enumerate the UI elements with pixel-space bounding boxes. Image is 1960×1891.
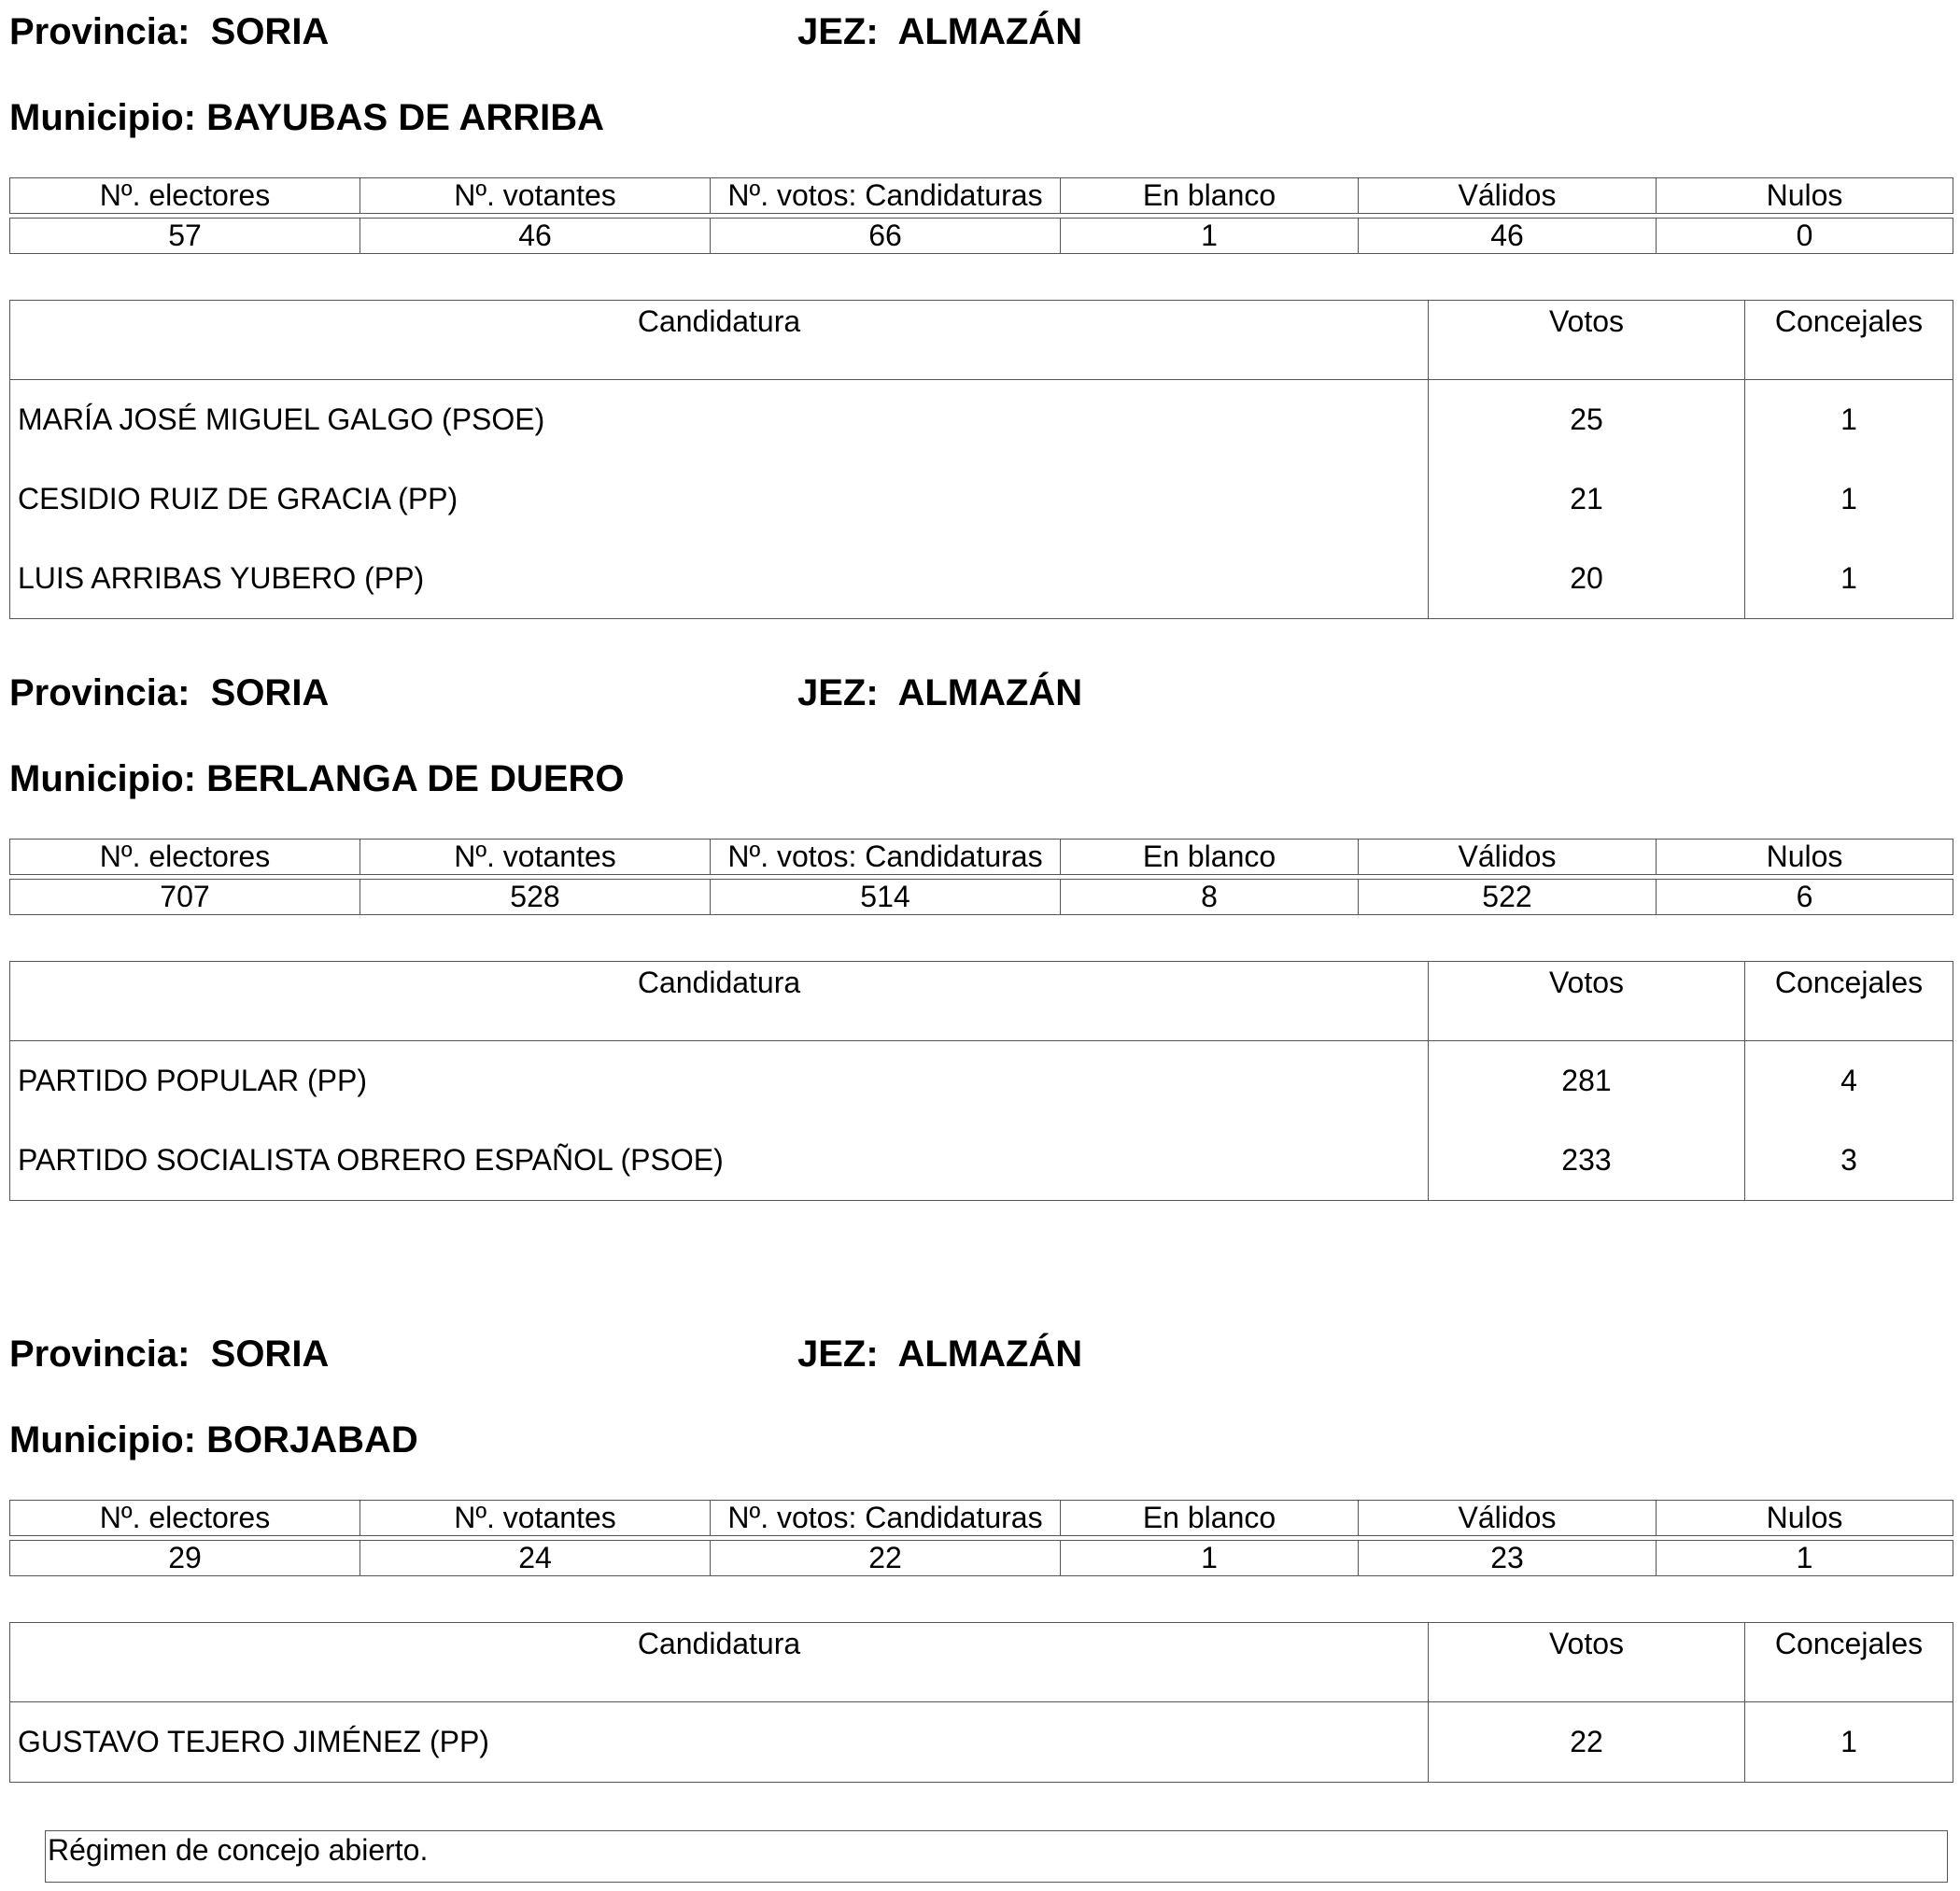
stats-header-table — [9, 839, 1953, 875]
regime-note: Régimen de concejo abierto. — [45, 1830, 1948, 1883]
stats-header: Nº. votos: Candidaturas — [711, 840, 1061, 875]
stats-value: 23 — [1359, 1541, 1657, 1576]
stats-header: Válidos — [1359, 178, 1657, 214]
provincia-value: SORIA — [210, 672, 330, 713]
candidate-votos: 233 — [1429, 1121, 1745, 1201]
candidate-name: CESIDIO RUIZ DE GRACIA (PP) — [10, 459, 1429, 539]
jez-label: JEZ: — [797, 11, 879, 52]
votos-header: Votos — [1429, 962, 1745, 1041]
candidate-name: PARTIDO POPULAR (PP) — [10, 1041, 1429, 1122]
stats-value: 1 — [1061, 1541, 1359, 1576]
candidate-votos: 20 — [1429, 539, 1745, 619]
stats-value: 46 — [360, 219, 711, 254]
stats-header: Nº. votos: Candidaturas — [711, 178, 1061, 214]
table-row — [10, 539, 1953, 619]
stats-header: Nº. electores — [10, 840, 360, 875]
stats-header: En blanco — [1061, 178, 1359, 214]
jez-value: ALMAZÁN — [897, 1334, 1083, 1375]
provincia-label: Provincia: — [9, 11, 190, 52]
stats-header: Nº. votantes — [360, 178, 711, 214]
candidate-concejales: 1 — [1745, 1702, 1953, 1783]
jez-line — [797, 672, 1082, 713]
stats-value: 6 — [1657, 880, 1953, 915]
jez-label: JEZ: — [797, 672, 879, 713]
municipio-value: BAYUBAS DE ARRIBA — [206, 97, 605, 138]
stats-value: 29 — [10, 1541, 360, 1576]
municipio-value: BERLANGA DE DUERO — [206, 758, 625, 799]
municipio-line — [9, 758, 625, 799]
concejales-header: Concejales — [1745, 962, 1953, 1041]
table-row — [10, 1121, 1953, 1201]
candidate-votos: 22 — [1429, 1702, 1745, 1783]
stats-value: 57 — [10, 219, 360, 254]
candidate-votos: 281 — [1429, 1041, 1745, 1122]
table-row — [10, 380, 1953, 460]
provincia-value: SORIA — [210, 11, 330, 52]
candidate-concejales: 4 — [1745, 1041, 1953, 1122]
stats-value: 46 — [1359, 219, 1657, 254]
candidate-votos: 25 — [1429, 380, 1745, 460]
stats-header: En blanco — [1061, 1501, 1359, 1536]
stats-header: Nulos — [1657, 1501, 1953, 1536]
stats-value-table — [9, 218, 1953, 254]
provincia-label: Provincia: — [9, 1334, 190, 1375]
municipio-label: Municipio: — [9, 758, 196, 799]
table-row — [10, 459, 1953, 539]
jez-label: JEZ: — [797, 1334, 879, 1375]
candidate-concejales: 3 — [1745, 1121, 1953, 1201]
candidate-name: PARTIDO SOCIALISTA OBRERO ESPAÑOL (PSOE) — [10, 1121, 1429, 1201]
municipio-label: Municipio: — [9, 1419, 196, 1461]
provincia-line — [9, 672, 329, 713]
jez-line — [797, 1334, 1082, 1375]
candidate-concejales: 1 — [1745, 459, 1953, 539]
municipio-line — [9, 97, 604, 138]
stats-header: Nº. votantes — [360, 840, 711, 875]
provincia-label: Provincia: — [9, 672, 190, 713]
provincia-line — [9, 11, 329, 52]
stats-header: Nulos — [1657, 840, 1953, 875]
candidatura-header: Candidatura — [10, 962, 1429, 1041]
stats-header-table — [9, 177, 1953, 214]
stats-header: Nº. votos: Candidaturas — [711, 1501, 1061, 1536]
votos-header: Votos — [1429, 301, 1745, 380]
candidate-name: LUIS ARRIBAS YUBERO (PP) — [10, 539, 1429, 619]
concejales-header: Concejales — [1745, 301, 1953, 380]
stats-value: 66 — [711, 219, 1061, 254]
stats-value: 514 — [711, 880, 1061, 915]
stats-value: 707 — [10, 880, 360, 915]
municipio-line — [9, 1419, 418, 1461]
stats-value: 528 — [360, 880, 711, 915]
municipio-value: BORJABAD — [206, 1419, 418, 1461]
provincia-line — [9, 1334, 329, 1375]
stats-value-table — [9, 879, 1953, 915]
stats-value: 1 — [1061, 219, 1359, 254]
candidatura-header: Candidatura — [10, 1623, 1429, 1702]
candidates-table — [9, 961, 1953, 1201]
stats-header: Nº. electores — [10, 178, 360, 214]
stats-value: 24 — [360, 1541, 711, 1576]
stats-header: Nº. votantes — [360, 1501, 711, 1536]
stats-value: 8 — [1061, 880, 1359, 915]
stats-header: Nulos — [1657, 178, 1953, 214]
candidate-concejales: 1 — [1745, 380, 1953, 460]
candidate-name: GUSTAVO TEJERO JIMÉNEZ (PP) — [10, 1702, 1429, 1783]
concejales-header: Concejales — [1745, 1623, 1953, 1702]
candidate-votos: 21 — [1429, 459, 1745, 539]
stats-value: 1 — [1657, 1541, 1953, 1576]
candidates-table — [9, 1622, 1953, 1783]
stats-value: 522 — [1359, 880, 1657, 915]
jez-value: ALMAZÁN — [897, 672, 1083, 713]
jez-value: ALMAZÁN — [897, 11, 1083, 52]
municipio-label: Municipio: — [9, 97, 196, 138]
candidatura-header: Candidatura — [10, 301, 1429, 380]
table-row — [10, 1702, 1953, 1783]
stats-header: Válidos — [1359, 1501, 1657, 1536]
provincia-value: SORIA — [210, 1334, 330, 1375]
table-row — [10, 1041, 1953, 1122]
candidates-table — [9, 300, 1953, 619]
candidate-concejales: 1 — [1745, 539, 1953, 619]
stats-value-table — [9, 1540, 1953, 1576]
stats-value: 22 — [711, 1541, 1061, 1576]
stats-header-table — [9, 1500, 1953, 1536]
jez-line — [797, 11, 1082, 52]
stats-header: Válidos — [1359, 840, 1657, 875]
stats-value: 0 — [1657, 219, 1953, 254]
stats-header: Nº. electores — [10, 1501, 360, 1536]
votos-header: Votos — [1429, 1623, 1745, 1702]
stats-header: En blanco — [1061, 840, 1359, 875]
candidate-name: MARÍA JOSÉ MIGUEL GALGO (PSOE) — [10, 380, 1429, 460]
